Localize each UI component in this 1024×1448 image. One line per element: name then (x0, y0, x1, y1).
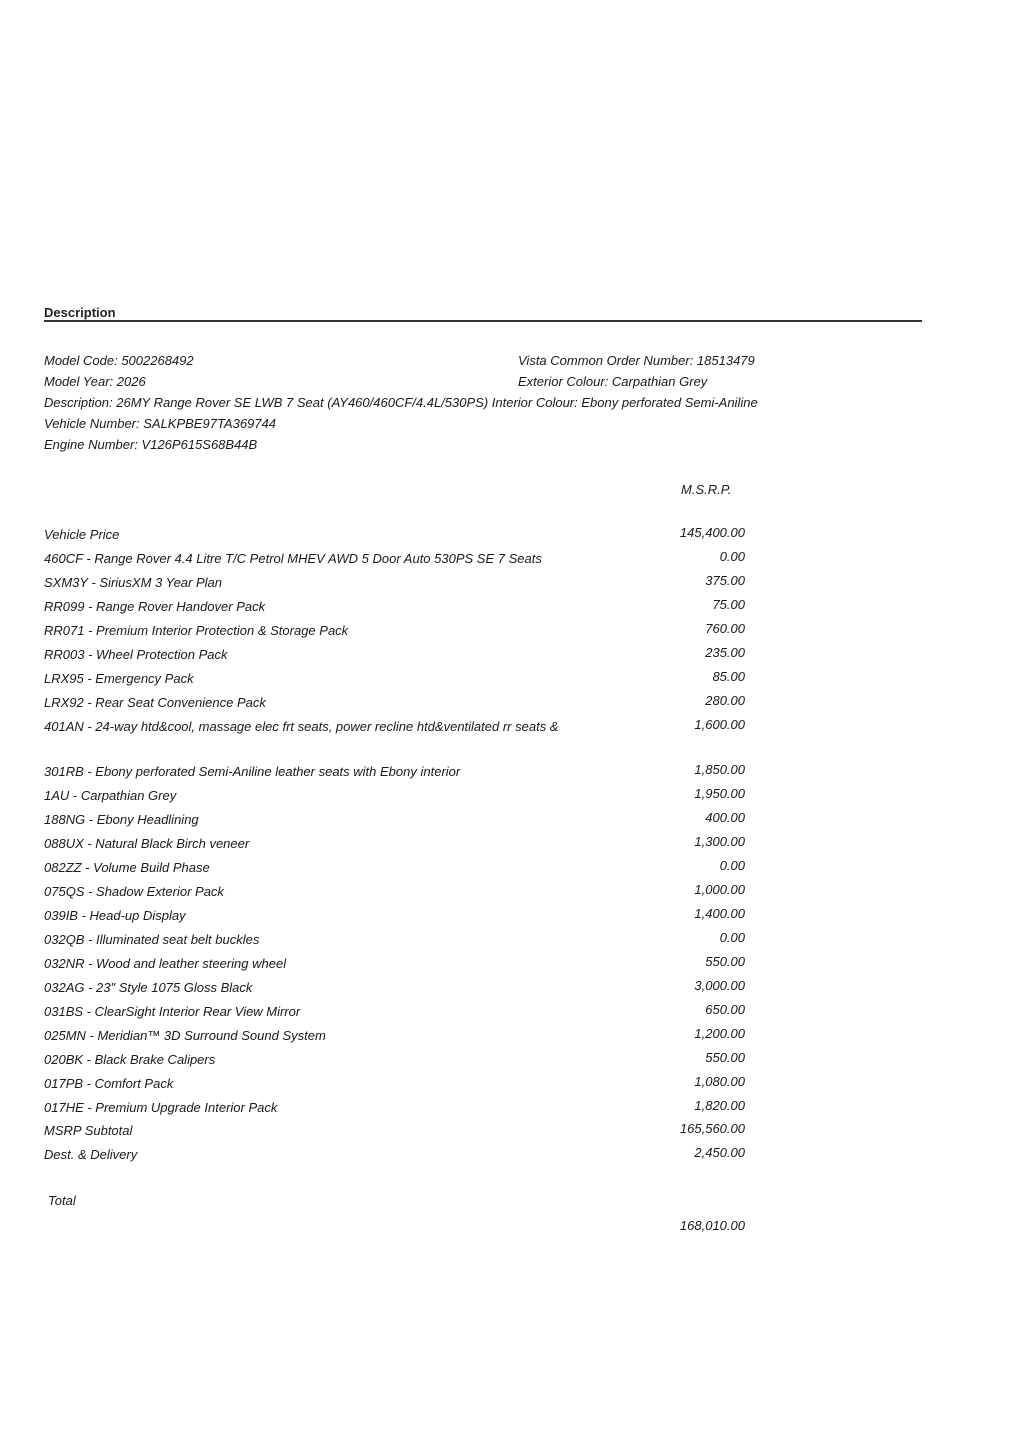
line-item-amount: 75.00 (712, 597, 745, 612)
model-code: Model Code: 5002268492 (44, 353, 194, 368)
line-item-amount: 0.00 (719, 549, 745, 564)
line-item-amount: 1,080.00 (694, 1074, 745, 1089)
heading-rule (44, 320, 922, 322)
line-item-desc: Vehicle Price (44, 527, 120, 542)
line-item-desc: 025MN - Meridian™ 3D Surround Sound System (44, 1028, 326, 1043)
delivery-label: Dest. & Delivery (44, 1147, 138, 1162)
line-item-amount: 85.00 (712, 669, 745, 684)
line-item-amount: 550.00 (705, 1050, 745, 1065)
delivery-amount: 2,450.00 (694, 1145, 745, 1160)
line-item-amount: 145,400.00 (679, 525, 745, 540)
line-item-desc: 032AG - 23" Style 1075 Gloss Black (44, 980, 253, 995)
line-item-desc: 020BK - Black Brake Calipers (44, 1052, 216, 1067)
line-item-desc: RR003 - Wheel Protection Pack (44, 647, 228, 662)
line-item-amount: 280.00 (705, 693, 745, 708)
msrp-subtotal-amount: 165,560.00 (679, 1121, 745, 1136)
line-item-desc: 1AU - Carpathian Grey (44, 788, 177, 803)
line-item-desc: 401AN - 24-way htd&cool, massage elec frt seats, power recline htd&ventilated rr seats & (44, 719, 559, 734)
line-item-amount: 1,820.00 (694, 1098, 745, 1113)
line-item-desc: LRX95 - Emergency Pack (44, 671, 194, 686)
line-item-desc: 032NR - Wood and leather steering wheel (44, 956, 287, 971)
total-amount: 168,010.00 (679, 1218, 745, 1233)
line-item-amount: 1,850.00 (694, 762, 745, 777)
msrp-subtotal-label: MSRP Subtotal (44, 1123, 133, 1138)
line-item-amount: 1,200.00 (694, 1026, 745, 1041)
section-heading: Description (44, 305, 116, 320)
line-item-amount: 3,000.00 (694, 978, 745, 993)
line-item-desc: 031BS - ClearSight Interior Rear View Mirror (44, 1004, 301, 1019)
line-item-amount: 1,000.00 (694, 882, 745, 897)
exterior-colour: Exterior Colour: Carpathian Grey (518, 374, 708, 389)
line-item-desc: RR099 - Range Rover Handover Pack (44, 599, 266, 614)
vehicle-description: Description: 26MY Range Rover SE LWB 7 Seat (AY460/460CF/4.4L/530PS) Interior Colour: Ebony perforated Semi-Aniline (44, 395, 758, 410)
line-item-desc: 017HE - Premium Upgrade Interior Pack (44, 1100, 278, 1115)
line-item-desc: SXM3Y - SiriusXM 3 Year Plan (44, 575, 222, 590)
line-item-amount: 1,950.00 (694, 786, 745, 801)
model-year: Model Year: 2026 (44, 374, 146, 389)
line-item-amount: 650.00 (705, 1002, 745, 1017)
line-item-amount: 0.00 (719, 858, 745, 873)
line-item-desc: 039IB - Head-up Display (44, 908, 186, 923)
line-item-desc: 017PB - Comfort Pack (44, 1076, 174, 1091)
line-item-amount: 1,300.00 (694, 834, 745, 849)
line-item-desc: 088UX - Natural Black Birch veneer (44, 836, 250, 851)
line-item-desc: 301RB - Ebony perforated Semi-Aniline leather seats with Ebony interior (44, 764, 461, 779)
order-number: Vista Common Order Number: 18513479 (518, 353, 755, 368)
line-item-amount: 375.00 (705, 573, 745, 588)
line-item-desc: RR071 - Premium Interior Protection & Storage Pack (44, 623, 349, 638)
msrp-column-header: M.S.R.P. (681, 482, 732, 497)
line-item-amount: 1,400.00 (694, 906, 745, 921)
total-label: Total (48, 1193, 76, 1208)
line-item-desc: 075QS - Shadow Exterior Pack (44, 884, 224, 899)
line-item-desc: 188NG - Ebony Headlining (44, 812, 199, 827)
line-item-desc: LRX92 - Rear Seat Convenience Pack (44, 695, 266, 710)
line-item-amount: 400.00 (705, 810, 745, 825)
vehicle-number: Vehicle Number: SALKPBE97TA369744 (44, 416, 276, 431)
line-item-amount: 1,600.00 (694, 717, 745, 732)
line-item-amount: 235.00 (705, 645, 745, 660)
line-item-desc: 032QB - Illuminated seat belt buckles (44, 932, 260, 947)
line-item-amount: 0.00 (719, 930, 745, 945)
engine-number: Engine Number: V126P615S68B44B (44, 437, 258, 452)
line-item-desc: 460CF - Range Rover 4.4 Litre T/C Petrol MHEV AWD 5 Door Auto 530PS SE 7 Seats (44, 551, 542, 566)
line-item-desc: 082ZZ - Volume Build Phase (44, 860, 210, 875)
line-item-amount: 550.00 (705, 954, 745, 969)
line-item-amount: 760.00 (705, 621, 745, 636)
